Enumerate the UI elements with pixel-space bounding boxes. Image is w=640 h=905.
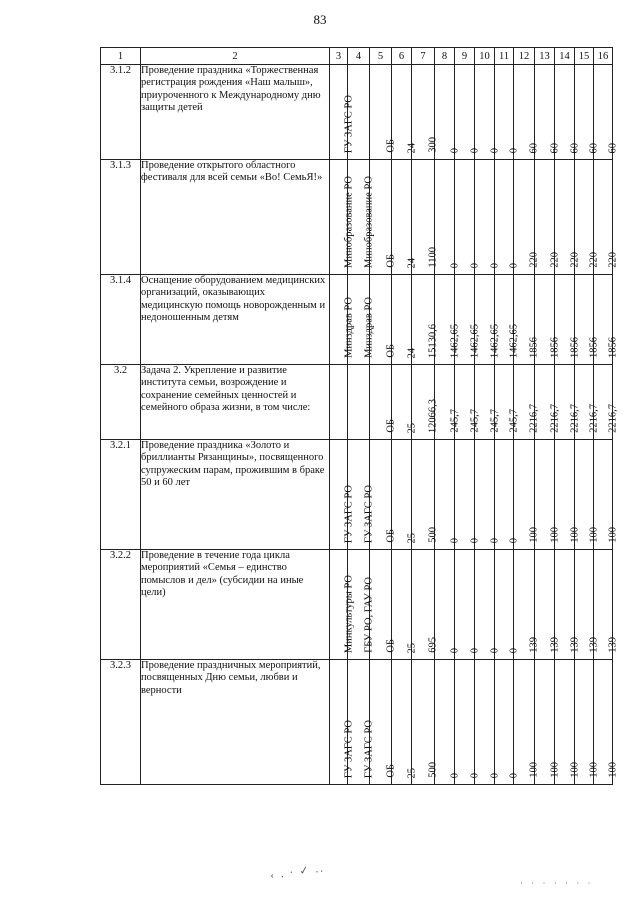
- cell-value: 0: [468, 537, 480, 543]
- row-number: 3.1.3: [101, 160, 141, 275]
- cell-c6: [392, 160, 417, 275]
- cell-c13: [535, 275, 560, 365]
- cell-c14: [555, 275, 580, 365]
- cell-c15: [575, 65, 600, 160]
- cell-c16: [594, 365, 619, 440]
- handwritten-marks: ‹ . ∙ ✓ ..: [269, 862, 326, 882]
- cell-c9: [455, 660, 480, 785]
- cell-c15: [575, 365, 600, 440]
- cell-value: 0: [448, 262, 460, 268]
- cell-c13: [535, 160, 560, 275]
- cell-c11: [495, 275, 520, 365]
- table-row: [101, 550, 613, 660]
- cell-c4: [348, 660, 374, 785]
- cell-c16: [594, 160, 619, 275]
- cell-c11: [495, 440, 520, 550]
- cell-value: 0: [448, 147, 460, 153]
- cell-value: Минобразование РО: [362, 176, 374, 268]
- cell-value: ГУ ЗАГС РО: [362, 484, 374, 543]
- cell-value: 220: [568, 252, 580, 268]
- table-row: [101, 660, 613, 785]
- row-number: 3.2: [101, 365, 141, 440]
- cell-value: 139: [568, 637, 580, 653]
- cell-value: 695: [427, 637, 439, 653]
- cell-value: 100: [568, 527, 580, 543]
- cell-value: 1462,65: [468, 323, 480, 358]
- cell-c15: [575, 660, 600, 785]
- cell-value: 2216,7: [528, 404, 540, 433]
- cell-value: 220: [528, 252, 540, 268]
- cell-c7: [412, 65, 439, 160]
- cell-value: 2216,7: [568, 404, 580, 433]
- table-row: [101, 275, 613, 365]
- cell-c8: [435, 160, 460, 275]
- cell-value: Минкультуры РО: [342, 574, 354, 653]
- header-cell: 3: [330, 48, 348, 65]
- cell-c12: [514, 65, 540, 160]
- cell-value: 0: [508, 147, 520, 153]
- cell-c5: [370, 660, 396, 785]
- cell-value: ОБ: [384, 344, 396, 358]
- activity-name: Проведение в течение года цикла мероприятий «Семья – единство помыслов и дел» (субсидии на иные цели): [141, 550, 330, 660]
- cell-c10: [475, 160, 500, 275]
- cell-value: 0: [488, 647, 500, 653]
- cell-c15: [575, 275, 600, 365]
- cell-c6: [392, 440, 417, 550]
- cell-c12: [514, 660, 540, 785]
- header-row: [101, 48, 613, 65]
- cell-value: 0: [508, 262, 520, 268]
- cell-value: 12066,3: [427, 398, 439, 433]
- cell-c12: [514, 440, 540, 550]
- cell-c4: [348, 275, 374, 365]
- cell-c7: [412, 440, 439, 550]
- cell-c7: [412, 365, 439, 440]
- row-number: 3.2.1: [101, 440, 141, 550]
- cell-value: 15130,6: [427, 323, 439, 358]
- cell-value: 0: [468, 647, 480, 653]
- cell-value: ГУ ЗАГС РО: [342, 484, 354, 543]
- cell-value: 0: [448, 647, 460, 653]
- cell-value: 0: [508, 647, 520, 653]
- cell-c13: [535, 440, 560, 550]
- cell-c11: [495, 65, 520, 160]
- cell-value: ОБ: [384, 254, 396, 268]
- table-row: [101, 440, 613, 550]
- cell-c5: [370, 160, 396, 275]
- cell-value: 100: [588, 527, 600, 543]
- cell-c12: [514, 160, 540, 275]
- cell-value: 60: [548, 142, 560, 153]
- cell-value: 220: [607, 252, 619, 268]
- cell-c13: [535, 550, 560, 660]
- cell-value: 300: [427, 137, 439, 153]
- cell-c14: [555, 160, 580, 275]
- cell-value: Минздрав РО: [342, 297, 354, 358]
- cell-value: 1856: [548, 337, 560, 358]
- cell-value: ГУ ЗАГС РО: [342, 719, 354, 778]
- cell-value: 245,7: [508, 409, 520, 433]
- cell-c4: [348, 160, 374, 275]
- cell-value: ОБ: [384, 529, 396, 543]
- row-number: 3.2.3: [101, 660, 141, 785]
- cell-c5: [370, 440, 396, 550]
- cell-c3: [330, 660, 354, 785]
- cell-value: Минздрав РО: [362, 297, 374, 358]
- cell-value: 100: [528, 762, 540, 778]
- cell-c9: [455, 550, 480, 660]
- cell-value: 220: [588, 252, 600, 268]
- cell-c12: [514, 275, 540, 365]
- cell-c5: [370, 550, 396, 660]
- cell-c15: [575, 550, 600, 660]
- cell-value: 500: [427, 527, 439, 543]
- cell-value: ОБ: [384, 139, 396, 153]
- cell-value: 25: [405, 422, 417, 433]
- cell-c3: [330, 160, 354, 275]
- cell-c3: [330, 65, 354, 160]
- cell-value: 25: [405, 642, 417, 653]
- cell-value: Минобразование РО: [342, 176, 354, 268]
- cell-c6: [392, 275, 417, 365]
- cell-value: 0: [488, 147, 500, 153]
- cell-c8: [435, 550, 460, 660]
- cell-c11: [495, 160, 520, 275]
- cell-c4: [348, 550, 374, 660]
- cell-c16: [594, 440, 619, 550]
- cell-value: 100: [588, 762, 600, 778]
- header-cell: 15: [575, 48, 594, 65]
- cell-c6: [392, 365, 417, 440]
- cell-c16: [594, 275, 619, 365]
- activity-name: Проведение праздника «Торжественная регистрация рождения «Наш малыш», приуроченного к Международному дню защиты детей: [141, 65, 330, 160]
- header-cell: 7: [412, 48, 435, 65]
- cell-c10: [475, 550, 500, 660]
- cell-c3: [330, 365, 348, 440]
- cell-c5: [370, 275, 396, 365]
- activity-name: Задача 2. Укрепление и развитие института семьи, возрождение и сохранение семейных ценностей и семейного образа жизни, в том числе:: [141, 365, 330, 440]
- header-cell: 4: [348, 48, 370, 65]
- cell-c8: [435, 440, 460, 550]
- cell-c13: [535, 365, 560, 440]
- cell-c9: [455, 365, 480, 440]
- page-number: 83: [313, 12, 327, 27]
- cell-c14: [555, 65, 580, 160]
- cell-value: 60: [588, 142, 600, 153]
- cell-value: 2216,7: [607, 404, 619, 433]
- cell-value: 60: [528, 142, 540, 153]
- cell-value: 25: [405, 532, 417, 543]
- cell-c14: [555, 440, 580, 550]
- cell-value: 139: [588, 637, 600, 653]
- cell-c15: [575, 440, 600, 550]
- cell-c10: [475, 65, 500, 160]
- cell-value: 0: [468, 772, 480, 778]
- cell-c11: [495, 550, 520, 660]
- cell-value: 220: [548, 252, 560, 268]
- header-cell: 12: [514, 48, 535, 65]
- cell-value: 1856: [528, 337, 540, 358]
- cell-c7: [412, 275, 439, 365]
- cell-c9: [455, 275, 480, 365]
- activity-name: Оснащение оборудованием медицинских организаций, оказывающих медицинскую помощь новорожденным и недоношенным детям: [141, 275, 330, 365]
- cell-c3: [330, 275, 354, 365]
- cell-c9: [455, 160, 480, 275]
- cell-value: 60: [607, 142, 619, 153]
- cell-value: 1100: [427, 247, 439, 268]
- cell-value: 100: [607, 762, 619, 778]
- cell-value: 500: [427, 762, 439, 778]
- cell-value: 100: [568, 762, 580, 778]
- row-number: 3.1.2: [101, 65, 141, 160]
- cell-c13: [535, 65, 560, 160]
- cell-value: 24: [405, 142, 417, 153]
- header-cell: 14: [555, 48, 575, 65]
- header-cell: 6: [392, 48, 412, 65]
- cell-value: ОБ: [384, 639, 396, 653]
- cell-value: ГУ ЗАГС РО: [342, 94, 354, 153]
- cell-c11: [495, 660, 520, 785]
- cell-c8: [435, 275, 460, 365]
- cell-c14: [555, 550, 580, 660]
- cell-value: 100: [548, 527, 560, 543]
- header-cell: 8: [435, 48, 455, 65]
- cell-c6: [392, 550, 417, 660]
- cell-c13: [535, 660, 560, 785]
- cell-value: 2216,7: [548, 404, 560, 433]
- header-cell: 16: [594, 48, 613, 65]
- row-number: 3.1.4: [101, 275, 141, 365]
- scan-dots: · · · · · · ·: [520, 878, 594, 888]
- cell-c15: [575, 160, 600, 275]
- cell-c4: [348, 65, 370, 160]
- cell-c12: [514, 365, 540, 440]
- table-row: [101, 160, 613, 275]
- cell-c10: [475, 440, 500, 550]
- cell-c8: [435, 660, 460, 785]
- cell-value: 245,7: [468, 409, 480, 433]
- cell-c9: [455, 440, 480, 550]
- activity-name: Проведение праздника «Золото и бриллианты Рязанщины», посвященного супружеским парам, прожившим в браке 50 и 60 лет: [141, 440, 330, 550]
- cell-c8: [435, 65, 460, 160]
- program-table: [100, 47, 619, 785]
- cell-value: 100: [607, 527, 619, 543]
- cell-value: 24: [405, 257, 417, 268]
- cell-value: 139: [548, 637, 560, 653]
- cell-c12: [514, 550, 540, 660]
- cell-c10: [475, 660, 500, 785]
- cell-c10: [475, 365, 500, 440]
- cell-c5: [370, 365, 396, 440]
- cell-c11: [495, 365, 520, 440]
- cell-c7: [412, 550, 439, 660]
- header-cell: 9: [455, 48, 475, 65]
- cell-value: 25: [405, 767, 417, 778]
- table-row: [101, 365, 613, 440]
- activity-name: Проведение открытого областного фестиваля для всей семьи «Во! СемьЯ!»: [141, 160, 330, 275]
- cell-c16: [594, 65, 619, 160]
- cell-value: 0: [448, 772, 460, 778]
- cell-c3: [330, 440, 354, 550]
- cell-c7: [412, 660, 439, 785]
- cell-c4: [348, 440, 374, 550]
- cell-value: 100: [548, 762, 560, 778]
- cell-value: 100: [528, 527, 540, 543]
- cell-value: 0: [468, 262, 480, 268]
- activity-name: Проведение праздничных мероприятий, посвященных Дню семьи, любви и верности: [141, 660, 330, 785]
- cell-c10: [475, 275, 500, 365]
- cell-value: 0: [488, 537, 500, 543]
- cell-value: 1462,65: [508, 323, 520, 358]
- cell-c8: [435, 365, 460, 440]
- cell-value: 1856: [568, 337, 580, 358]
- cell-value: 139: [528, 637, 540, 653]
- row-number: 3.2.2: [101, 550, 141, 660]
- cell-value: 0: [508, 537, 520, 543]
- cell-value: 0: [468, 147, 480, 153]
- cell-c3: [330, 550, 354, 660]
- cell-value: 2216,7: [588, 404, 600, 433]
- cell-value: 245,7: [488, 409, 500, 433]
- cell-c7: [412, 160, 439, 275]
- cell-c4: [348, 365, 370, 440]
- cell-value: 24: [405, 347, 417, 358]
- cell-value: ОБ: [384, 419, 396, 433]
- cell-value: 60: [568, 142, 580, 153]
- cell-c6: [392, 65, 417, 160]
- cell-value: 1462,65: [448, 323, 460, 358]
- cell-c14: [555, 660, 580, 785]
- header-cell: 1: [101, 48, 141, 65]
- cell-c5: [370, 65, 396, 160]
- cell-value: 0: [488, 772, 500, 778]
- header-cell: 10: [475, 48, 495, 65]
- table-row: [101, 65, 613, 160]
- cell-value: 0: [448, 537, 460, 543]
- header-cell: 11: [495, 48, 514, 65]
- header-cell: 5: [370, 48, 392, 65]
- cell-c14: [555, 365, 580, 440]
- cell-value: ГБУ РО, ГАУ РО: [362, 577, 374, 653]
- cell-value: ОБ: [384, 764, 396, 778]
- cell-value: 0: [488, 262, 500, 268]
- cell-c16: [594, 660, 619, 785]
- cell-value: 245,7: [448, 409, 460, 433]
- cell-value: ГУ ЗАГС РО: [362, 719, 374, 778]
- cell-c16: [594, 550, 619, 660]
- cell-c6: [392, 660, 417, 785]
- header-cell: 2: [141, 48, 330, 65]
- cell-c9: [455, 65, 480, 160]
- cell-value: 1856: [607, 337, 619, 358]
- cell-value: 139: [607, 637, 619, 653]
- cell-value: 1462,65: [488, 323, 500, 358]
- cell-value: 1856: [588, 337, 600, 358]
- cell-value: 0: [508, 772, 520, 778]
- header-cell: 13: [535, 48, 555, 65]
